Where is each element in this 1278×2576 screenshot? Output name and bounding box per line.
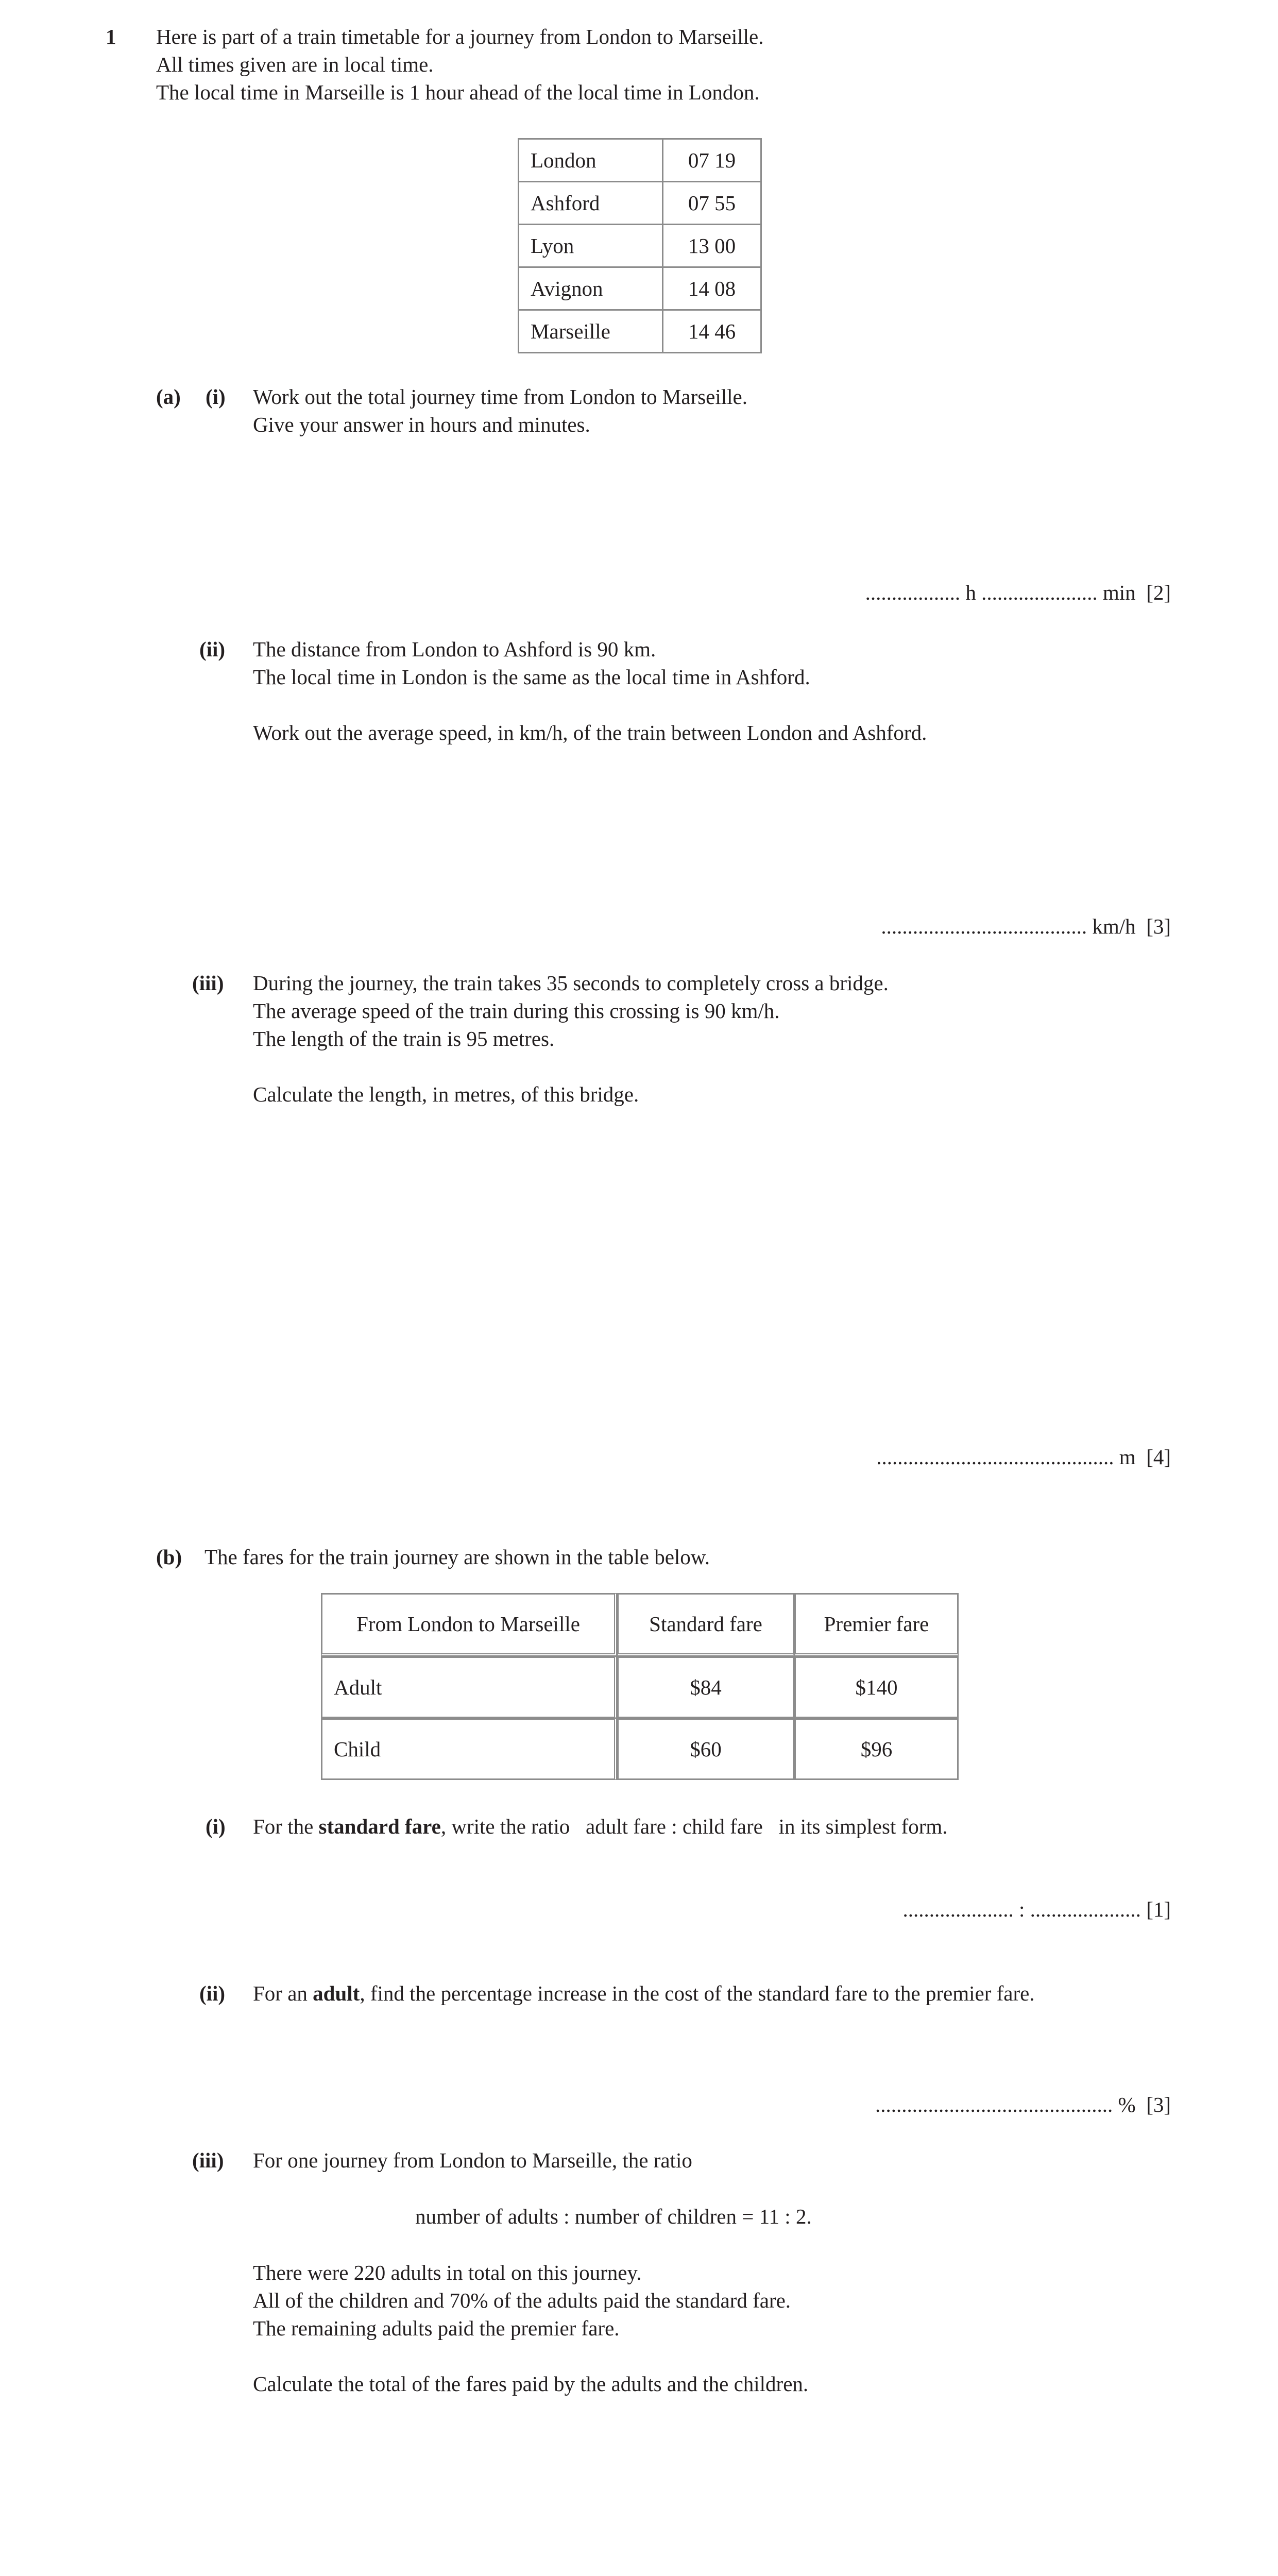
station-cell: Ashford: [519, 182, 663, 225]
question-line: There were 220 adults in total on this journey.: [253, 2261, 642, 2284]
answer-blank[interactable]: ............................................. m: [876, 1445, 1136, 1469]
part-a-iii-label: (iii): [192, 971, 224, 995]
marks: [3]: [1146, 2093, 1171, 2116]
answer-line-a-i[interactable]: [865, 579, 1171, 606]
table-row: [519, 225, 761, 267]
fare-table: [321, 1593, 959, 1780]
time-cell: 14 46: [663, 310, 761, 353]
fare-cell: $140: [794, 1656, 959, 1718]
marks: [2]: [1146, 581, 1171, 604]
station-cell: London: [519, 139, 663, 182]
table-row: [519, 139, 761, 182]
part-a-ii-instruction: Work out the average speed, in km/h, of the train between London and Ashford.: [253, 721, 927, 744]
part-b-ii-label: (ii): [199, 1981, 226, 2005]
table-row: [519, 310, 761, 353]
question-line: The remaining adults paid the premier fare.: [253, 2316, 620, 2340]
intro-text: [156, 23, 764, 106]
question-line: The average speed of the train during this crossing is 90 km/h.: [253, 999, 780, 1023]
part-b-intro: The fares for the train journey are shown in the table below.: [205, 1545, 710, 1569]
text-segment: , find the percentage increase in the cost of the standard fare to the premier fare.: [360, 1981, 1035, 2005]
header-cell: Premier fare: [794, 1593, 959, 1656]
answer-line-b-i[interactable]: [903, 1895, 1171, 1923]
question-number: 1: [106, 25, 116, 48]
part-b-label: (b): [156, 1545, 182, 1569]
question-line: Work out the total journey time from London to Marseille.: [253, 385, 747, 409]
part-b-i-label: (i): [206, 1815, 226, 1838]
fare-cell: $84: [617, 1656, 794, 1718]
category-cell: Adult: [321, 1656, 617, 1718]
marks: [1]: [1146, 1897, 1171, 1921]
part-a-i-label: (i): [206, 385, 226, 409]
time-cell: 07 19: [663, 139, 761, 182]
question-line: The distance from London to Ashford is 90 km.: [253, 637, 656, 661]
part-b-i-question: [253, 1812, 948, 1840]
time-cell: 07 55: [663, 182, 761, 225]
marks: [3]: [1146, 914, 1171, 938]
bold-term: standard fare: [318, 1815, 441, 1838]
part-a-iii-instruction: Calculate the length, in metres, of this bridge.: [253, 1082, 639, 1106]
intro-line: Here is part of a train timetable for a journey from London to Marseille.: [156, 25, 764, 48]
question-line: All of the children and 70% of the adults paid the standard fare.: [253, 2289, 791, 2312]
part-a-ii-question: [253, 635, 810, 691]
part-b-iii-intro: For one journey from London to Marseille, the ratio: [253, 2148, 692, 2172]
table-row: [519, 182, 761, 225]
intro-line: All times given are in local time.: [156, 53, 434, 76]
answer-blank[interactable]: ............................................. %: [875, 2093, 1136, 2116]
marks: [4]: [1146, 1445, 1171, 1469]
fare-cell: $60: [617, 1718, 794, 1780]
intro-line: The local time in Marseille is 1 hour ahead of the local time in London.: [156, 80, 760, 104]
fare-cell: $96: [794, 1718, 959, 1780]
bold-term: adult: [313, 1981, 360, 2005]
question-line: The local time in London is the same as the local time in Ashford.: [253, 665, 810, 689]
answer-blank[interactable]: .................. h ...................... min: [865, 581, 1136, 604]
answer-blank[interactable]: ....................................... km/h: [881, 914, 1136, 938]
question-line: The length of the train is 95 metres.: [253, 1027, 555, 1050]
time-cell: 13 00: [663, 225, 761, 267]
station-cell: Marseille: [519, 310, 663, 353]
table-header-row: [321, 1593, 959, 1656]
header-cell: Standard fare: [617, 1593, 794, 1656]
answer-line-a-ii[interactable]: [881, 912, 1171, 940]
part-b-iii-question: [253, 2259, 791, 2342]
part-b-iii-instruction: Calculate the total of the fares paid by the adults and the children.: [253, 2372, 809, 2396]
answer-blank[interactable]: ..................... : .....................: [902, 1897, 1141, 1921]
part-a-label: (a): [156, 385, 181, 409]
table-row: [321, 1718, 959, 1780]
station-cell: Avignon: [519, 267, 663, 310]
part-a-iii-question: [253, 969, 889, 1053]
table-row: [519, 267, 761, 310]
category-cell: Child: [321, 1718, 617, 1780]
text-segment: For an: [253, 1981, 313, 2005]
question-line: Give your answer in hours and minutes.: [253, 413, 590, 436]
text-segment: For the: [253, 1815, 319, 1838]
part-b-ii-question: [253, 1979, 1035, 2007]
answer-line-b-ii[interactable]: [875, 2091, 1171, 2119]
part-a-i-question: [253, 383, 747, 438]
time-cell: 14 08: [663, 267, 761, 310]
timetable: [518, 138, 762, 353]
header-cell: From London to Marseille: [321, 1593, 617, 1656]
ratio-statement: number of adults : number of children = 11 : 2.: [415, 2205, 812, 2228]
part-a-ii-label: (ii): [199, 637, 226, 661]
question-line: During the journey, the train takes 35 seconds to completely cross a bridge.: [253, 971, 889, 995]
table-row: [321, 1656, 959, 1718]
station-cell: Lyon: [519, 225, 663, 267]
part-b-iii-label: (iii): [192, 2148, 224, 2172]
text-segment: , write the ratio adult fare : child fare in its simplest form.: [440, 1815, 948, 1838]
answer-line-a-iii[interactable]: [876, 1443, 1171, 1471]
